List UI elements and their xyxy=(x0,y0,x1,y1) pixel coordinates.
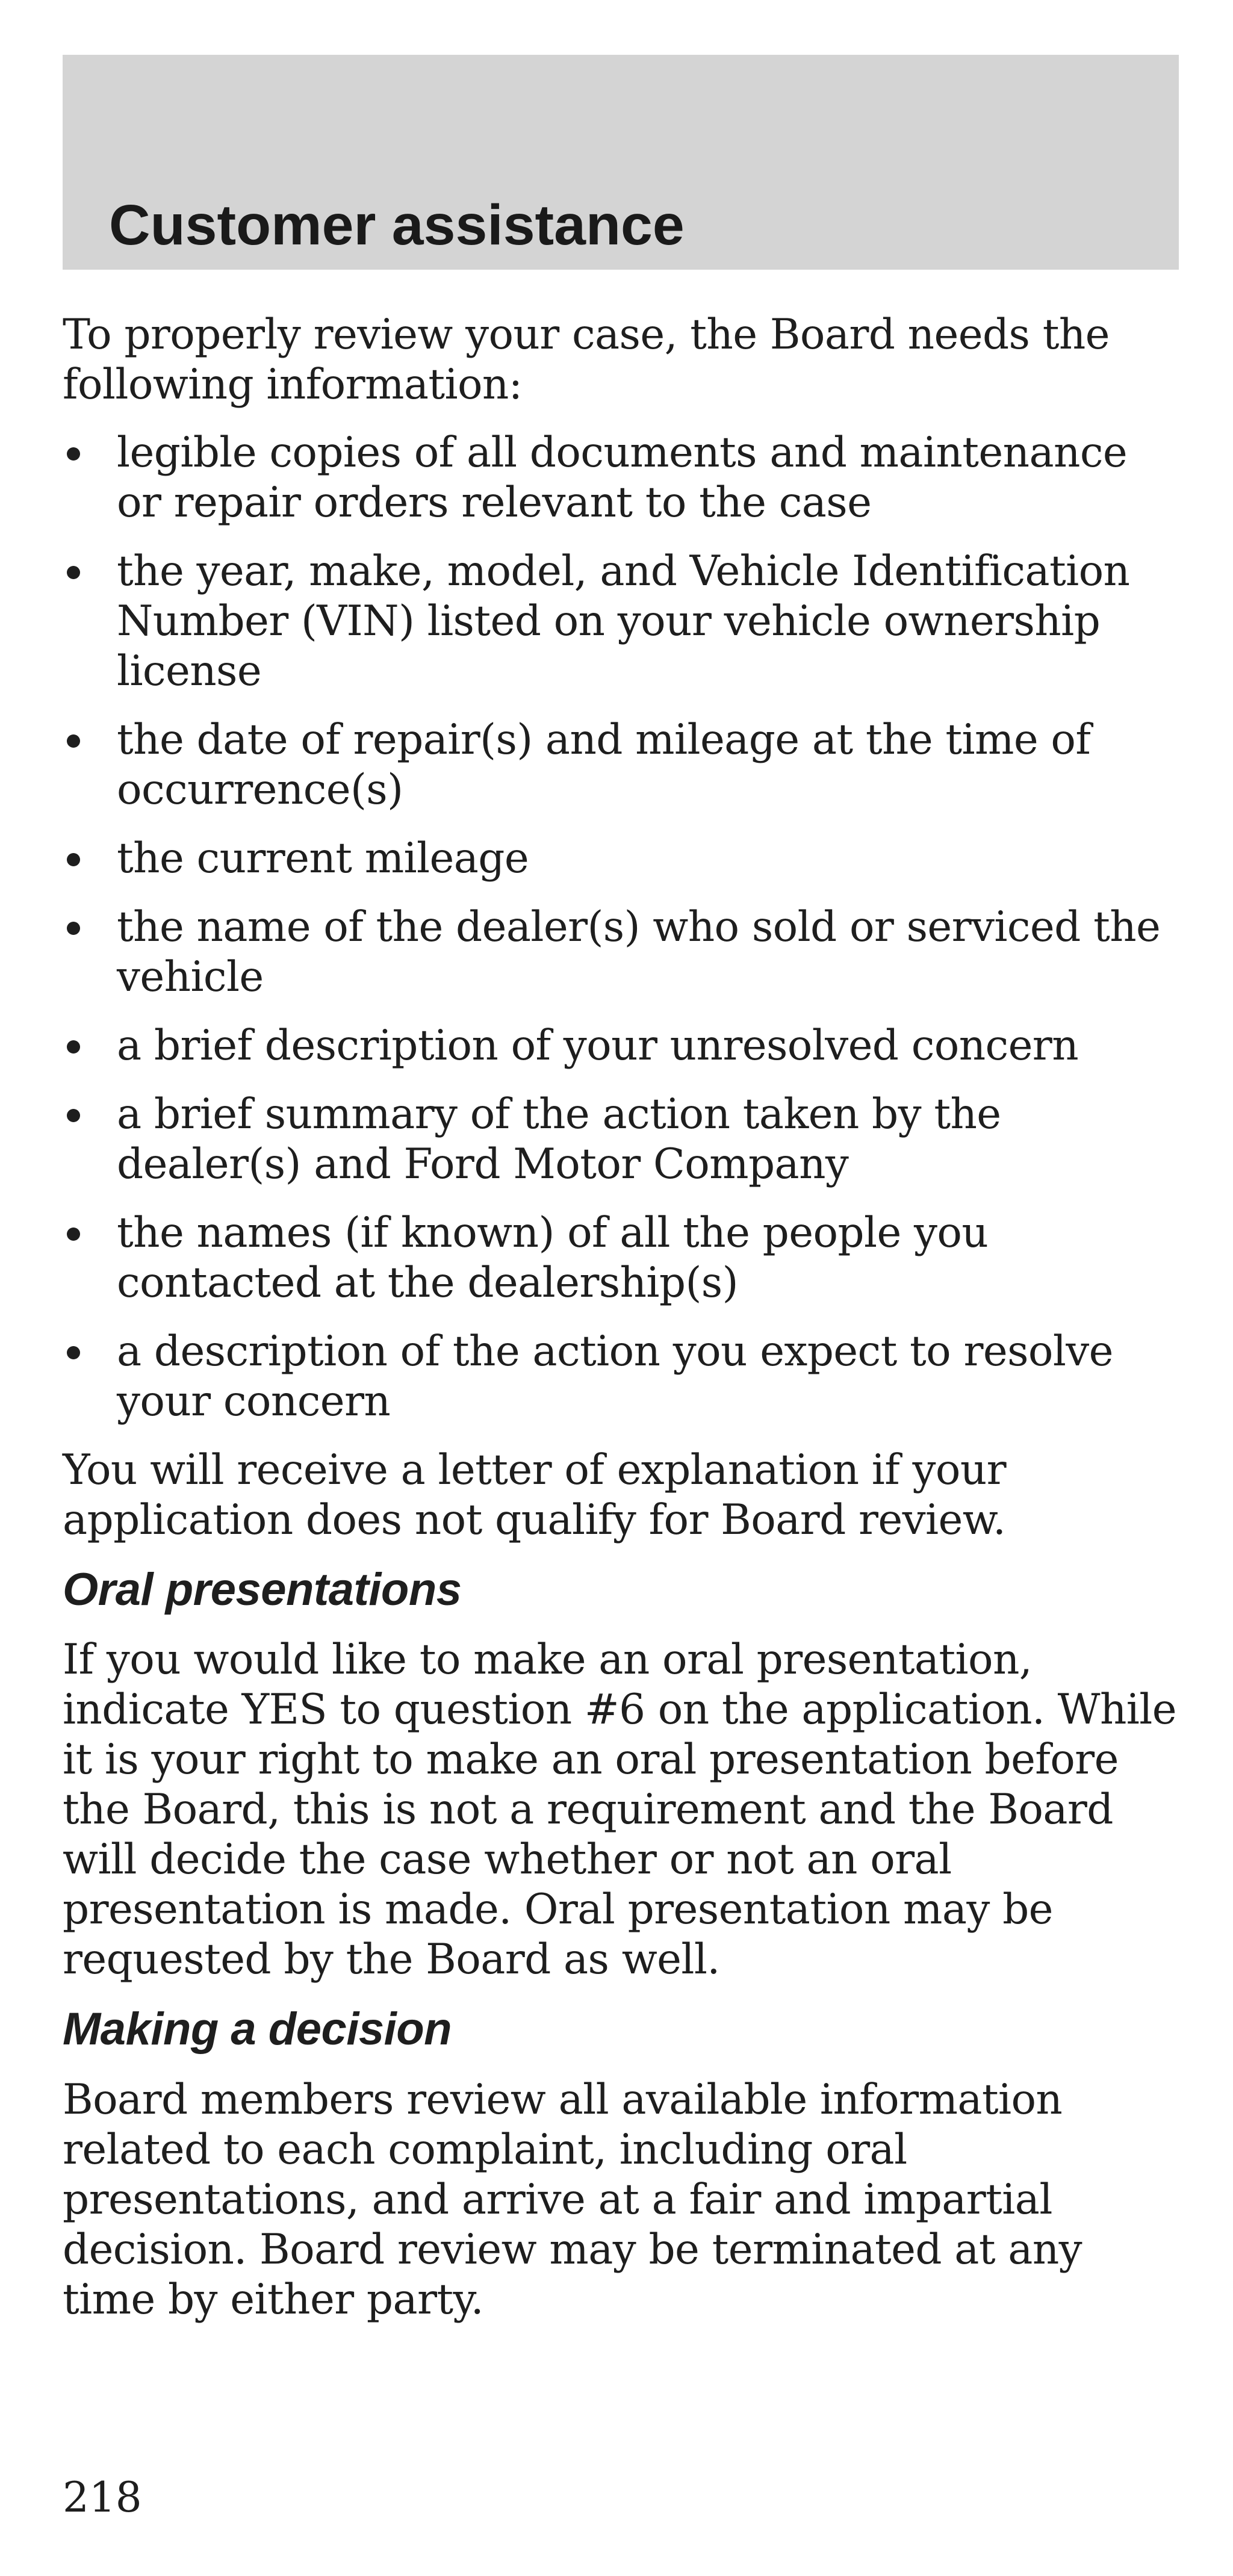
bullet-icon xyxy=(67,1109,80,1122)
list-item xyxy=(63,902,1179,1002)
list-item xyxy=(63,715,1179,815)
list-item-text: the name of the dealer(s) who sold or serviced the vehicle xyxy=(117,903,1161,1001)
page-title: Customer assistance xyxy=(109,193,685,257)
bullet-icon xyxy=(67,734,80,748)
list-item-text: the current mileage xyxy=(117,834,529,883)
list-item-text: the date of repair(s) and mileage at the time of occurrence(s) xyxy=(117,716,1091,814)
list-item xyxy=(63,428,1179,528)
bullet-icon xyxy=(67,1040,80,1054)
list-item-text: the names (if known) of all the people you contacted at the dealership(s) xyxy=(117,1209,989,1307)
bullet-icon xyxy=(67,1227,80,1241)
intro-paragraph: To properly review your case, the Board needs the following information: xyxy=(63,311,1110,409)
list-item xyxy=(63,547,1179,697)
list-item-text: a description of the action you expect to resolve your concern xyxy=(117,1327,1113,1426)
list-item-text: legible copies of all documents and maintenance or repair orders relevant to the case xyxy=(117,429,1128,527)
list-item-text: a brief description of your unresolved concern xyxy=(117,1022,1079,1070)
page-number: 218 xyxy=(63,2474,142,2522)
bullet-icon xyxy=(67,1346,80,1359)
bullet-icon xyxy=(67,922,80,935)
information-list xyxy=(63,428,1179,1427)
list-item-text: a brief summary of the action taken by the dealer(s) and Ford Motor Company xyxy=(117,1090,1001,1188)
main-content xyxy=(63,310,1179,2343)
bullet-icon xyxy=(67,447,80,461)
list-item xyxy=(63,1327,1179,1427)
section-heading-making-a-decision: Making a decision xyxy=(63,2003,452,2055)
list-item xyxy=(63,1208,1179,1308)
bullet-icon xyxy=(67,566,80,579)
header-band xyxy=(63,55,1179,270)
list-item xyxy=(63,1021,1179,1071)
explanation-paragraph: You will receive a letter of explanation if your application does not qualify for Board review. xyxy=(63,1446,1007,1544)
section-heading-oral-presentations: Oral presentations xyxy=(63,1564,462,1615)
section-body-making-a-decision: Board members review all available information related to each complaint, including oral presentations, and arrive at a fair and impartial decision. Board review may be terminated at any time by either party. xyxy=(63,2075,1082,2324)
list-item xyxy=(63,1090,1179,1190)
section-body-oral-presentations: If you would like to make an oral presentation, indicate YES to question #6 on the application. While it is your right to make an oral presentation before the Board, this is not a requirement and the Board will decide the case whether or not an oral presentation is made. Oral presentation may be requested by the Board as well. xyxy=(63,1636,1176,1984)
list-item xyxy=(63,834,1179,884)
list-item-text: the year, make, model, and Vehicle Identification Number (VIN) listed on your vehicle ownership license xyxy=(117,547,1130,695)
bullet-icon xyxy=(67,853,80,866)
